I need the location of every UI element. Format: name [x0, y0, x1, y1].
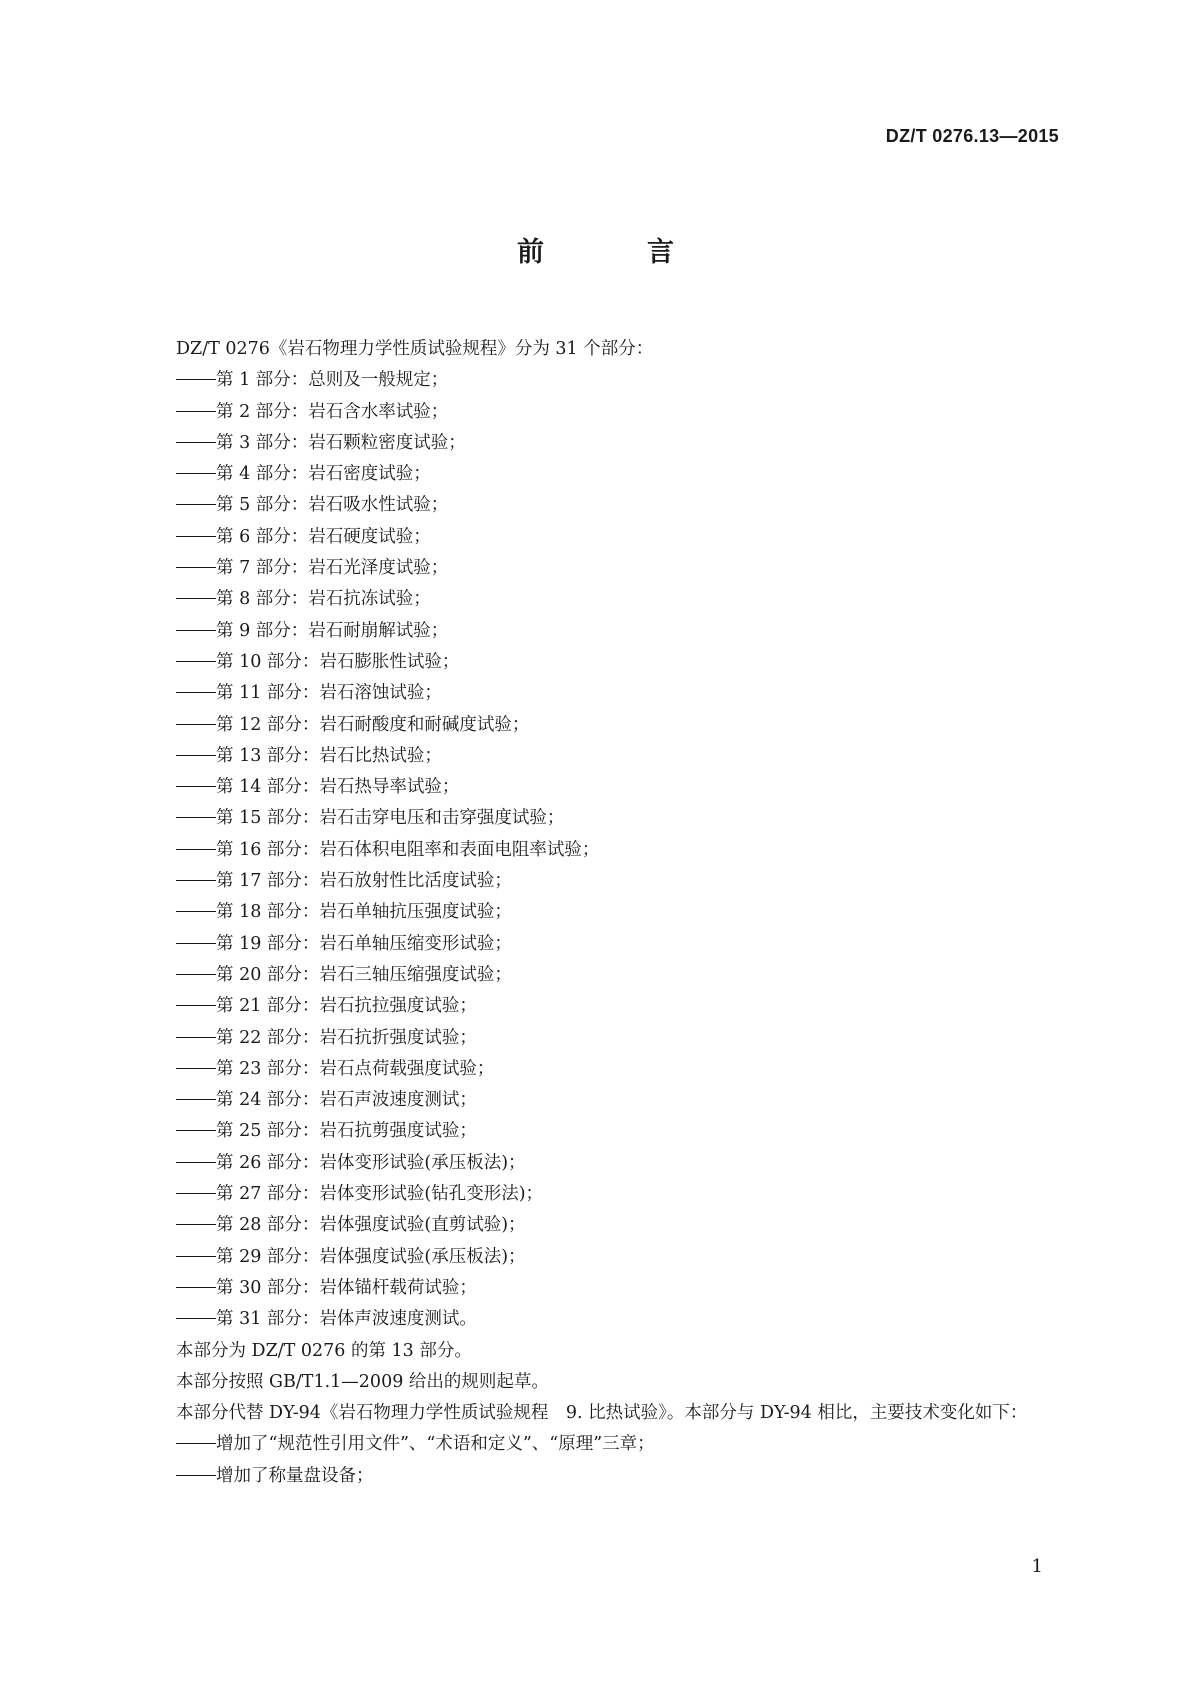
- part-list-item-text: 第 3 部分：岩石颗粒密度试验；: [216, 432, 466, 453]
- change-list-item: [128, 1461, 1058, 1492]
- standard-code: DZ/T 0276.13—2015: [885, 126, 1059, 146]
- part-list-item-text: 第 5 部分：岩石吸水性试验；: [216, 495, 449, 516]
- em-dash-marker: [176, 1287, 216, 1288]
- em-dash-marker: [176, 1256, 216, 1257]
- em-dash-marker: [176, 1318, 216, 1319]
- part-list-item: [128, 741, 1058, 772]
- part-list-item: [128, 459, 1058, 490]
- paragraph-part-number: 本部分为 DZ/T 0276 的第 13 部分。: [176, 1340, 472, 1361]
- part-list-item: [128, 584, 1058, 615]
- em-dash-marker: [176, 724, 216, 725]
- page-number: 1: [1031, 1556, 1043, 1577]
- em-dash-marker: [176, 880, 216, 881]
- intro-paragraph: DZ/T 0276《岩石物理力学性质试验规程》分为 31 个部分：: [176, 339, 654, 359]
- part-list-item-text: 第 14 部分：岩石热导率试验；: [216, 777, 460, 798]
- em-dash-marker: [176, 1099, 216, 1100]
- em-dash-marker: [176, 1005, 216, 1006]
- part-list-item: [128, 616, 1058, 647]
- em-dash-marker: [176, 1475, 216, 1476]
- em-dash-marker: [176, 630, 216, 631]
- part-list-item: [128, 1179, 1058, 1210]
- em-dash-marker: [176, 661, 216, 662]
- part-list-item-text: 第 31 部分：岩体声波速度测试。: [216, 1309, 477, 1330]
- em-dash-marker: [176, 442, 216, 443]
- em-dash-marker: [176, 379, 216, 380]
- em-dash-marker: [176, 849, 216, 850]
- part-list-item-text: 第 21 部分：岩石抗拉强度试验；: [216, 996, 477, 1017]
- part-list-item-text: 第 22 部分：岩石抗折强度试验；: [216, 1027, 477, 1048]
- document-body: [128, 334, 1058, 1492]
- part-list-item: [128, 365, 1058, 396]
- em-dash-marker: [176, 598, 216, 599]
- part-list-item: [128, 1085, 1058, 1116]
- part-list-item-text: 第 19 部分：岩石单轴压缩变形试验；: [216, 933, 512, 954]
- part-list-item-text: 第 28 部分：岩体强度试验(直剪试验)；: [216, 1215, 526, 1236]
- part-list-item: [128, 897, 1058, 928]
- part-list-item-text: 第 4 部分：岩石密度试验；: [216, 464, 431, 485]
- em-dash-marker: [176, 786, 216, 787]
- part-list-item-text: 第 20 部分：岩石三轴压缩强度试验；: [216, 964, 512, 985]
- part-list-item: [128, 991, 1058, 1022]
- part-list-item-text: 第 27 部分：岩体变形试验(钻孔变形法)；: [216, 1184, 544, 1205]
- em-dash-marker: [176, 755, 216, 756]
- part-list-item-text: 第 29 部分：岩体强度试验(承压板法)；: [216, 1246, 526, 1267]
- part-list-item: [128, 1242, 1058, 1273]
- part-list-item: [128, 1273, 1058, 1304]
- part-list-item: [128, 490, 1058, 521]
- part-list-item: [128, 1210, 1058, 1241]
- em-dash-marker: [176, 1443, 216, 1444]
- em-dash-marker: [176, 504, 216, 505]
- part-list-item: [128, 960, 1058, 991]
- part-list-item-text: 第 8 部分：岩石抗冻试验；: [216, 589, 431, 610]
- em-dash-marker: [176, 1130, 216, 1131]
- part-list-item: [128, 397, 1058, 428]
- part-list-item-text: 第 15 部分：岩石击穿电压和击穿强度试验；: [216, 808, 565, 829]
- em-dash-marker: [176, 1162, 216, 1163]
- part-list-item-text: 第 6 部分：岩石硬度试验；: [216, 526, 431, 547]
- part-list-item-text: 第 1 部分：总则及一般规定；: [216, 370, 449, 391]
- paragraph-drafting-rules: 本部分按照 GB/T1.1—2009 给出的规则起草。: [176, 1371, 549, 1392]
- part-list-item-text: 第 30 部分：岩体锚杆载荷试验；: [216, 1277, 477, 1298]
- part-list-item-text: 第 25 部分：岩石抗剪强度试验；: [216, 1121, 477, 1142]
- part-list-item: [128, 835, 1058, 866]
- part-list-item-text: 第 13 部分：岩石比热试验；: [216, 745, 442, 766]
- em-dash-marker: [176, 943, 216, 944]
- part-list-item-text: 第 9 部分：岩石耐崩解试验；: [216, 620, 449, 641]
- em-dash-marker: [176, 1037, 216, 1038]
- change-list-item-text: 增加了称量盘设备；: [216, 1465, 374, 1486]
- part-list-item: [128, 1023, 1058, 1054]
- part-list-item-text: 第 18 部分：岩石单轴抗压强度试验；: [216, 902, 512, 923]
- part-list-item: [128, 866, 1058, 897]
- part-list-item-text: 第 10 部分：岩石膨胀性试验；: [216, 651, 460, 672]
- em-dash-marker: [176, 911, 216, 912]
- part-list-item-text: 第 2 部分：岩石含水率试验；: [216, 401, 449, 422]
- em-dash-marker: [176, 411, 216, 412]
- page-title: 前 言: [517, 237, 712, 268]
- em-dash-marker: [176, 1068, 216, 1069]
- em-dash-marker: [176, 1193, 216, 1194]
- part-list-item-text: 第 12 部分：岩石耐酸度和耐碱度试验；: [216, 714, 530, 735]
- change-list-item-text: 增加了“规范性引用文件”、“术语和定义”、“原理”三章；: [216, 1434, 655, 1455]
- em-dash-marker: [176, 567, 216, 568]
- part-list-item: [128, 678, 1058, 709]
- part-list-item: [128, 1304, 1058, 1335]
- change-list-item: [128, 1429, 1058, 1460]
- parts-list: [128, 365, 1058, 1335]
- part-list-item: [128, 772, 1058, 803]
- part-list-item: [128, 1148, 1058, 1179]
- part-list-item-text: 第 26 部分：岩体变形试验(承压板法)；: [216, 1152, 526, 1173]
- em-dash-marker: [176, 817, 216, 818]
- em-dash-marker: [176, 473, 216, 474]
- part-list-item: [128, 553, 1058, 584]
- part-list-item: [128, 522, 1058, 553]
- part-list-item-text: 第 16 部分：岩石体积电阻率和表面电阻率试验；: [216, 839, 600, 860]
- part-list-item-text: 第 24 部分：岩石声波速度测试；: [216, 1090, 477, 1111]
- em-dash-marker: [176, 692, 216, 693]
- part-list-item: [128, 428, 1058, 459]
- paragraph-replacement: 本部分代替 DY-94《岩石物理力学性质试验规程 9. 比热试验》。本部分与 DY-94 相比，主要技术变化如下：: [176, 1403, 1028, 1424]
- part-list-item-text: 第 23 部分：岩石点荷载强度试验；: [216, 1058, 495, 1079]
- part-list-item-text: 第 11 部分：岩石溶蚀试验；: [216, 683, 442, 704]
- part-list-item: [128, 710, 1058, 741]
- part-list-item: [128, 803, 1058, 834]
- part-list-item-text: 第 17 部分：岩石放射性比活度试验；: [216, 871, 512, 892]
- em-dash-marker: [176, 536, 216, 537]
- part-list-item: [128, 647, 1058, 678]
- part-list-item: [128, 929, 1058, 960]
- changes-list: [128, 1429, 1058, 1492]
- em-dash-marker: [176, 1224, 216, 1225]
- part-list-item: [128, 1116, 1058, 1147]
- em-dash-marker: [176, 974, 216, 975]
- part-list-item: [128, 1054, 1058, 1085]
- part-list-item-text: 第 7 部分：岩石光泽度试验；: [216, 558, 449, 579]
